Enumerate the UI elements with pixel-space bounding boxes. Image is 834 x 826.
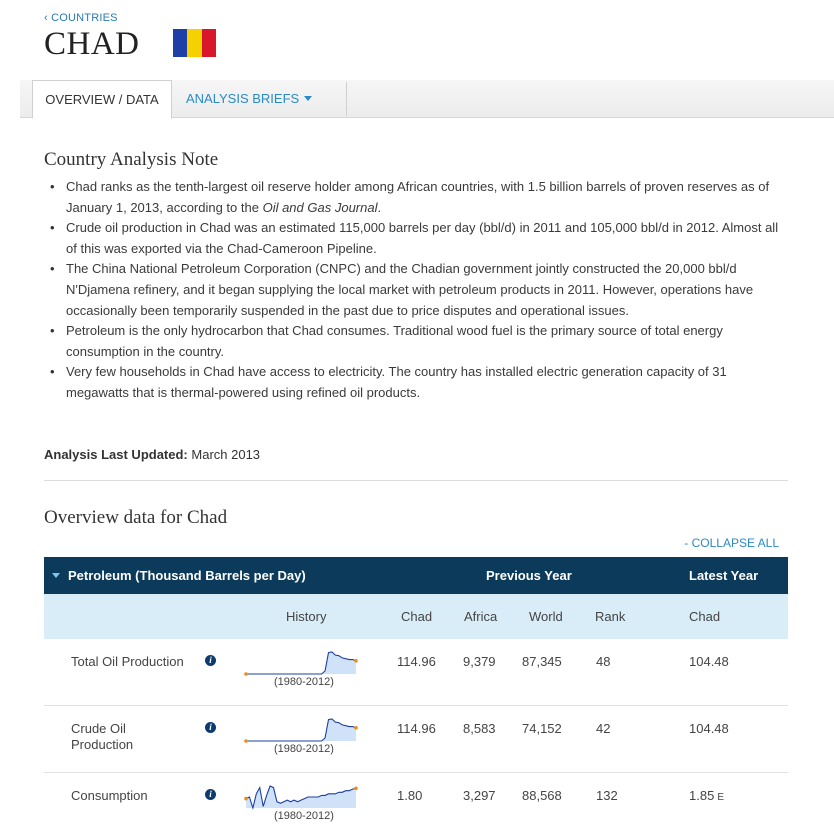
history-range: (1980-2012): [274, 676, 334, 688]
value-chad: 114.96: [397, 654, 436, 669]
divider: [44, 480, 788, 481]
analysis-bullet: • The China National Petroleum Corporation (CNPC) and the Chadian government jointly constructed the 20,000 bbl/d N'Djamena refinery, and it began supplying the local market with petroleum products in 2011. However, operations have occasionally been temporarily suspended in the past due to price disputes and operational issues.: [48, 259, 788, 321]
col-africa: Africa: [464, 609, 498, 624]
tab-overview-data[interactable]: [32, 80, 172, 119]
info-icon[interactable]: i: [205, 789, 216, 800]
col-latest-chad: Chad: [689, 609, 721, 624]
value-latest: 104.48: [689, 654, 729, 669]
table-header[interactable]: [44, 557, 788, 594]
table-subheader: [44, 594, 788, 639]
value-chad: 114.96: [397, 721, 436, 736]
sparkline-endpoint: [244, 797, 248, 801]
collapse-all-link[interactable]: - COLLAPSE ALL: [684, 536, 779, 550]
flag-stripe-blue: [173, 29, 187, 57]
history-range: (1980-2012): [274, 743, 334, 755]
tab-analysis-briefs[interactable]: [176, 80, 322, 118]
updated-value: March 2013: [191, 447, 261, 462]
breadcrumb-countries[interactable]: ‹ COUNTRIES: [44, 12, 118, 24]
history-sparkline[interactable]: [243, 716, 359, 744]
col-rank: Rank: [595, 609, 626, 624]
history-sparkline[interactable]: [243, 649, 359, 677]
analysis-bullet: • Very few households in Chad have access to electricity. The country has installed electric generation capacity of 31 megawatts that is thermal-powered using refined oil products.: [48, 362, 788, 403]
latest-year-header: Latest Year: [689, 568, 759, 583]
page-title: CHAD: [44, 26, 140, 62]
updated-label: Analysis Last Updated:: [44, 447, 188, 462]
tab-bar: [20, 80, 834, 118]
category-header[interactable]: [52, 557, 306, 594]
flag-stripe-yellow: [187, 29, 201, 57]
col-world: World: [529, 609, 563, 624]
value-latest: 1.85 E: [689, 788, 724, 803]
value-world: 74,152: [522, 721, 562, 736]
tab-overview-label: OVERVIEW / DATA: [45, 92, 159, 107]
table-row: [44, 706, 788, 773]
category-label: Petroleum (Thousand Barrels per Day): [68, 568, 306, 583]
sparkline-endpoint: [354, 659, 358, 663]
sparkline-area: [246, 652, 356, 674]
value-rank: 48: [596, 654, 611, 669]
country-flag: [173, 29, 216, 57]
history-range: (1980-2012): [274, 810, 334, 822]
analysis-title: Country Analysis Note: [44, 149, 219, 170]
value-africa: 3,297: [463, 788, 496, 803]
col-history: History: [286, 609, 327, 624]
analysis-updated: [44, 447, 260, 462]
tab-analysis-label: ANALYSIS BRIEFS: [186, 91, 300, 106]
previous-year-header: Previous Year: [486, 568, 572, 583]
sparkline-endpoint: [354, 787, 358, 791]
analysis-bullets: [48, 177, 788, 404]
sparkline-area: [246, 719, 356, 741]
row-label: Total Oil Production: [71, 654, 184, 669]
value-latest: 104.48: [689, 721, 729, 736]
dropdown-caret-icon: [304, 96, 312, 101]
table-row: [44, 773, 788, 826]
info-icon[interactable]: i: [205, 722, 216, 733]
sparkline-endpoint: [354, 726, 358, 730]
table-row: [44, 639, 788, 706]
value-world: 87,345: [522, 654, 562, 669]
value-africa: 9,379: [463, 654, 496, 669]
value-chad: 1.80: [397, 788, 423, 803]
value-rank: 132: [596, 788, 618, 803]
analysis-bullet: • Chad ranks as the tenth-largest oil reserve holder among African countries, with 1.5 billion barrels of proven reserves as of January 1, 2013, according to the Oil and Gas Journal.: [48, 177, 788, 218]
value-africa: 8,583: [463, 721, 496, 736]
sparkline-endpoint: [244, 739, 248, 743]
info-icon[interactable]: i: [205, 655, 216, 666]
collapse-triangle-icon: [52, 573, 60, 578]
row-label: Crude Oil Production: [71, 721, 134, 752]
history-sparkline[interactable]: [243, 783, 359, 811]
analysis-bullet: • Petroleum is the only hydrocarbon that Chad consumes. Traditional wood fuel is the primary source of total energy consumption in the country.: [48, 321, 788, 362]
row-label: Consumption: [71, 788, 148, 803]
overview-title: Overview data for Chad: [44, 507, 228, 528]
tab-divider: [346, 82, 347, 116]
flag-stripe-red: [202, 29, 216, 57]
sparkline-endpoint: [244, 672, 248, 676]
value-world: 88,568: [522, 788, 562, 803]
col-chad: Chad: [401, 609, 433, 624]
value-rank: 42: [596, 721, 611, 736]
analysis-bullet: • Crude oil production in Chad was an estimated 115,000 barrels per day (bbl/d) in 2011 and 105,000 bbl/d in 2012. Almost all of this was exported via the Chad-Cameroon Pipeline.: [48, 218, 788, 259]
